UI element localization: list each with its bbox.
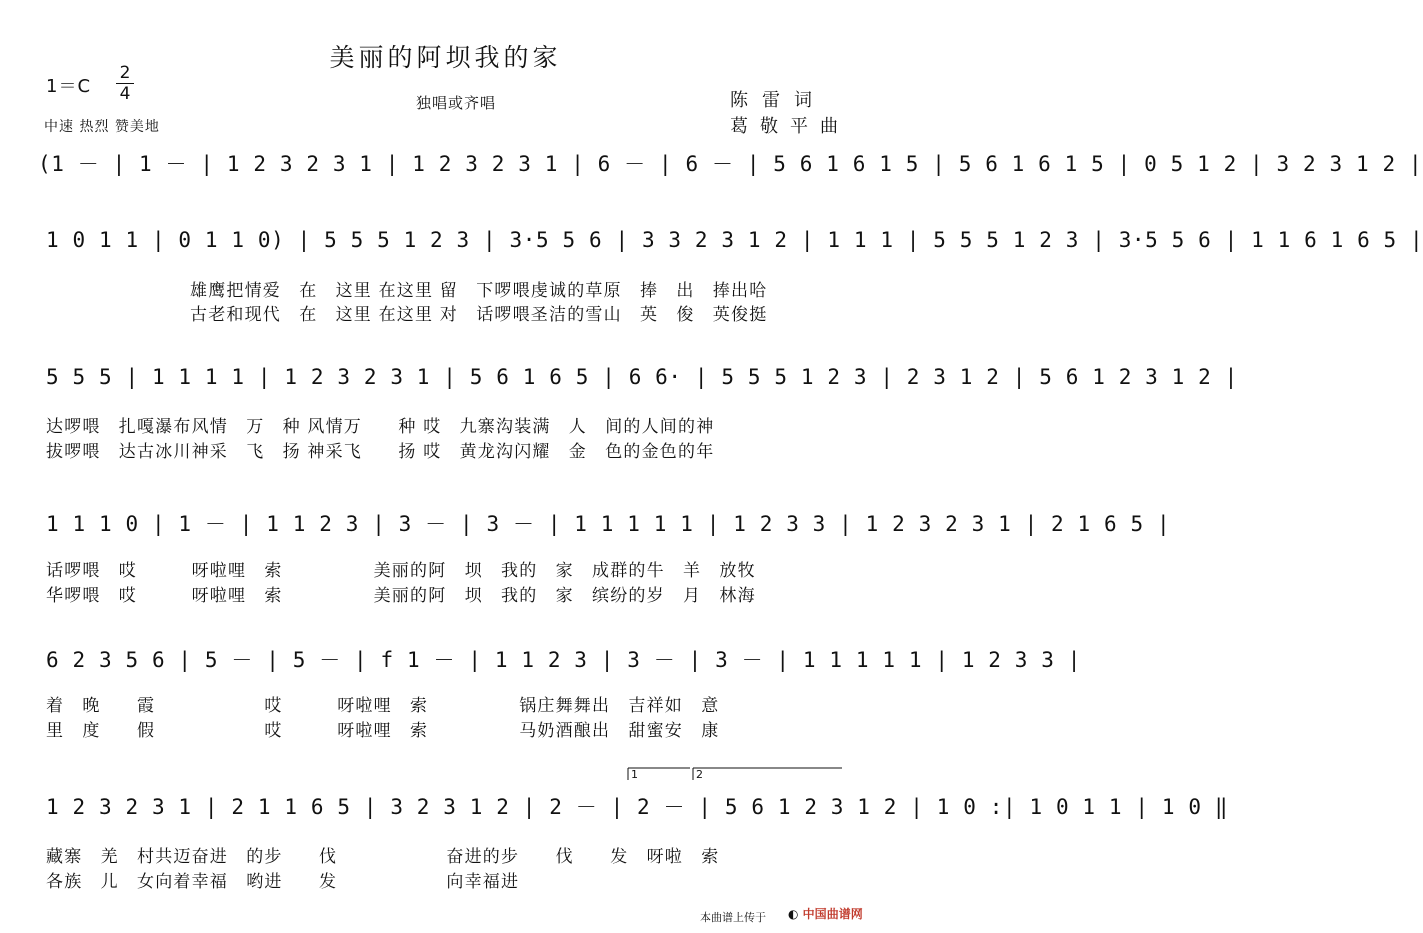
notation-line-3: 5 5 5 | 1 1 1 1 | 1 2 3 2 3 1 | 5 6 1 6 5 | 6 6· | 5 5 5 1 2 3 | 2 3 1 2 | 5 6 1 2 3 1 2 | [46,365,1238,389]
lyric-line-2-verse-1: 雄鹰把情爱 在 这里 在这里 留 下啰喂虔诚的草原 捧 出 捧出哈 [190,281,768,301]
time-signature-bottom: 4 [119,84,131,104]
time-signature [116,64,134,103]
time-signature-top: 2 [119,63,131,83]
song-title: 美丽的阿坝我的家 [329,43,562,72]
notation-line-2: 1 0 1 1 | 0 1 1 0) | 5 5 5 1 2 3 | 3·5 5 6 | 3 3 2 3 1 2 | 1 1 1 | 5 5 5 1 2 3 | 3·5 5 6 | 1 1 6 1 6 5 | [46,228,1423,252]
performance-style: 独唱或齐唱 [416,94,497,112]
lyric-line-5-verse-2: 里 度 假 哎 呀啦哩 索 马奶酒酿出 甜蜜安 康 [46,721,720,741]
lyric-line-6-verse-2: 各族 儿 女向着幸福 哟进 发 向幸福进 [46,872,520,892]
lyric-line-3-verse-2: 拔啰喂 达古冰川神采 飞 扬 神采飞 扬 哎 黄龙沟闪耀 金 色的金色的年 [46,442,715,462]
logo-name: 曲谱网 [826,907,863,921]
tempo-marking: 中速 热烈 赞美地 [44,119,160,135]
notation-line-6: 1 2 3 2 3 1 | 2 1 1 6 5 | 3 2 3 1 2 | 2 － | 2 － | 5 6 1 2 3 1 2 | 1 0 :| 1 0 1 1 | 1 0 ‖ [46,795,1229,819]
notation-line-4: 1 1 1 0 | 1 － | 1 1 2 3 | 3 － | 3 － | 1 1 1 1 1 | 1 2 3 3 | 1 2 3 2 3 1 | 2 1 6 5 | [46,512,1171,536]
lyric-line-2-verse-2: 古老和现代 在 这里 在这里 对 话啰喂圣洁的雪山 英 俊 英俊挺 [190,305,768,325]
lyric-line-6-verse-1: 藏寨 羌 村共迈奋进 的步 伐 奋进的步 伐 发 呀啦 索 [46,847,720,867]
composer: 葛敬平曲 [730,116,850,137]
logo-icon: ◐ [788,907,799,921]
lyric-line-3-verse-1: 达啰喂 扎嘎瀑布风情 万 种 风情万 种 哎 九寨沟装满 人 间的人间的神 [46,417,715,437]
upload-credit: 本曲谱上传于 [700,911,766,924]
lyric-line-5-verse-1: 着 晚 霞 哎 呀啦哩 索 锅庄舞舞出 吉祥如 意 [46,696,720,716]
lyric-line-4-verse-1: 话啰喂 哎 呀啦哩 索 美丽的阿 坝 我的 家 成群的牛 羊 放牧 [46,561,756,581]
lyric-line-4-verse-2: 华啰喂 哎 呀啦哩 索 美丽的阿 坝 我的 家 缤纷的岁 月 林海 [46,586,756,606]
key-signature: 1＝C [46,76,92,97]
lyricist: 陈雷词 [730,90,826,111]
site-logo[interactable] [788,905,863,922]
volta-second-ending: 2 [696,768,703,781]
notation-line-5: 6 2 3 5 6 | 5 － | 5 － | f 1 － | 1 1 2 3 | 3 － | 3 － | 1 1 1 1 1 | 1 2 3 3 | [46,648,1082,672]
logo-brand: 中国 [802,907,827,921]
volta-first-ending: 1 [631,768,638,781]
notation-line-1: (1 － | 1 － | 1 2 3 2 3 1 | 1 2 3 2 3 1 | 6 － | 6 － | 5 6 1 6 1 5 | 5 6 1 6 1 5 | 0 5 1 2 | 3 2 3 1 2 | [38,152,1423,176]
